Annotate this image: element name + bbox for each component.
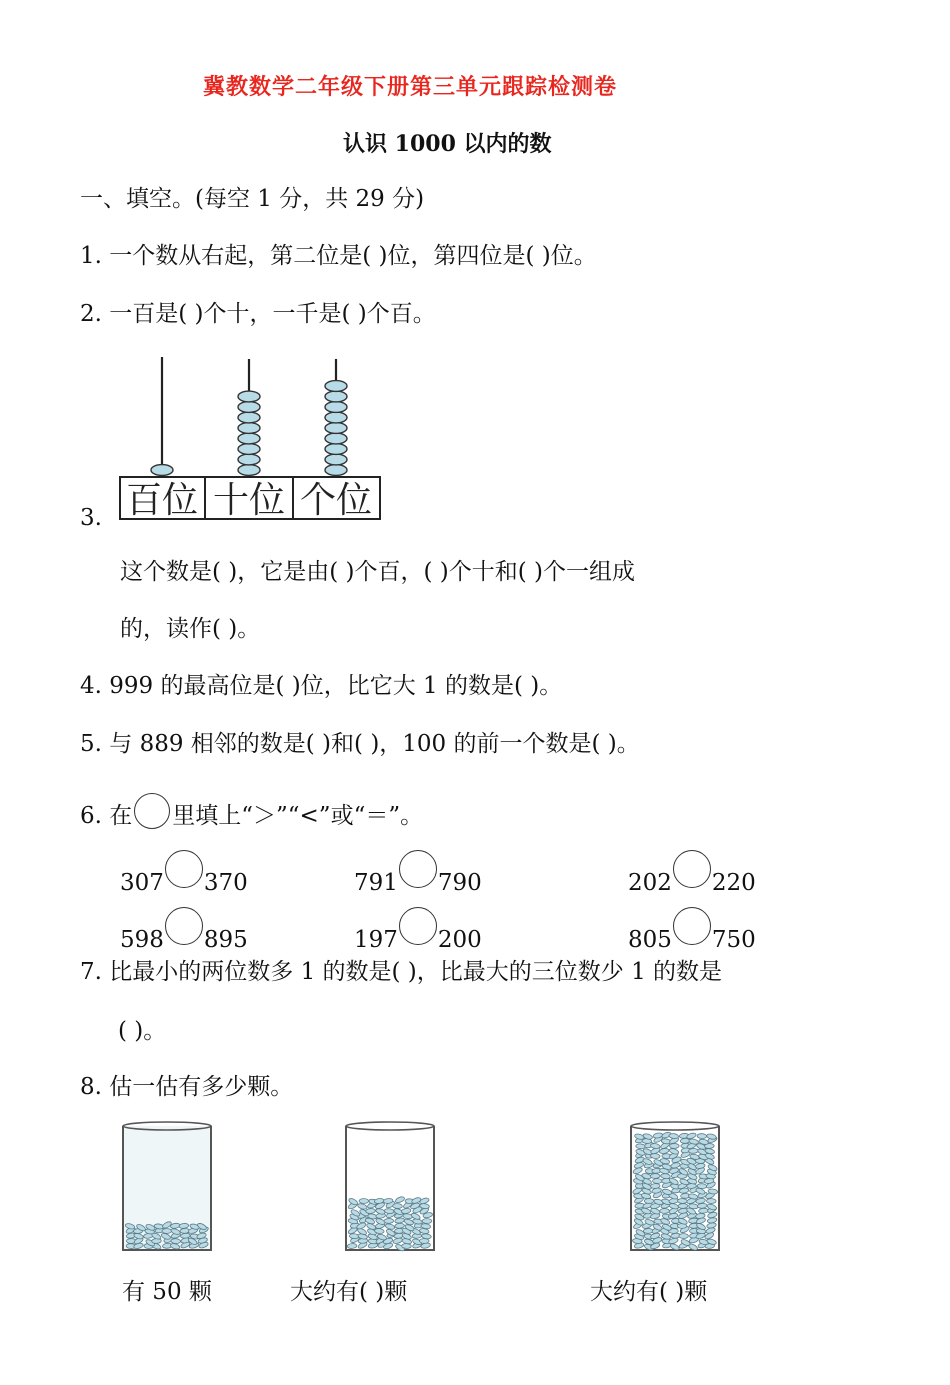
bean bbox=[697, 1183, 707, 1188]
bean bbox=[422, 1219, 432, 1224]
bean bbox=[402, 1244, 412, 1249]
compare-right: 220 bbox=[711, 870, 756, 896]
compare-item bbox=[628, 907, 756, 953]
abacus-label-ones: 个位 bbox=[299, 480, 373, 521]
abacus-bead bbox=[325, 391, 347, 402]
bean bbox=[171, 1238, 181, 1243]
compare-left: 598 bbox=[120, 927, 164, 953]
compare-left: 197 bbox=[354, 927, 398, 953]
jar-beans bbox=[347, 1196, 433, 1252]
abacus-bead bbox=[238, 433, 260, 444]
abacus-bead bbox=[325, 454, 347, 465]
abacus-bead bbox=[238, 444, 260, 455]
bean bbox=[643, 1228, 653, 1233]
bean bbox=[650, 1174, 660, 1179]
question-6 bbox=[80, 793, 423, 831]
bean bbox=[660, 1209, 670, 1214]
section-heading: 一、填空。(每空 1 分，共 29 分) bbox=[80, 186, 425, 212]
abacus-label-tens: 十位 bbox=[212, 480, 286, 521]
abacus-bead bbox=[238, 402, 260, 413]
beads-ones bbox=[325, 381, 347, 476]
bean bbox=[644, 1199, 654, 1204]
bean bbox=[636, 1144, 646, 1150]
jar-caption-3: 大约有( )颗 bbox=[590, 1279, 708, 1305]
question-5: 5. 与 889 相邻的数是( )和( )，100 的前一个数是( )。 bbox=[80, 731, 640, 757]
question-7-line1: 7. 比最小的两位数多 1 的数是( )，比最大的三位数少 1 的数是 bbox=[80, 959, 723, 985]
jar-estimate-1 bbox=[340, 1118, 440, 1258]
bean bbox=[359, 1199, 369, 1204]
abacus-bead bbox=[238, 391, 260, 402]
bean bbox=[347, 1243, 357, 1249]
jar-beans bbox=[125, 1221, 209, 1251]
compare-right: 370 bbox=[203, 870, 248, 896]
question-8: 8. 估一估有多少颗。 bbox=[80, 1074, 294, 1100]
abacus-bead bbox=[325, 444, 347, 455]
abacus-bead bbox=[325, 423, 347, 434]
compare-item bbox=[120, 907, 248, 953]
bean bbox=[698, 1208, 708, 1214]
abacus-bead bbox=[238, 423, 260, 434]
jar-caption-1: 有 50 颗 bbox=[122, 1279, 212, 1305]
compare-left: 805 bbox=[628, 927, 672, 953]
compare-right: 790 bbox=[437, 870, 482, 896]
abacus-label-hundreds: 百位 bbox=[125, 480, 199, 521]
question-6-prefix: 6. 在 bbox=[80, 803, 133, 829]
bean bbox=[677, 1199, 687, 1204]
answer-circle[interactable] bbox=[399, 850, 437, 888]
answer-circle-example bbox=[134, 793, 170, 829]
question-3-line1: 这个数是( )，它是由( )个百，( )个十和( )个一组成 bbox=[120, 559, 636, 585]
bean bbox=[679, 1234, 689, 1239]
jar-caption-2: 大约有( )颗 bbox=[290, 1279, 408, 1305]
compare-right: 750 bbox=[711, 927, 756, 953]
question-3-number: 3. bbox=[80, 505, 102, 531]
answer-circle[interactable] bbox=[165, 907, 203, 945]
question-3-line2: 的，读作( )。 bbox=[120, 616, 261, 642]
bean bbox=[384, 1208, 394, 1214]
compare-item bbox=[120, 850, 248, 896]
abacus-bead bbox=[325, 465, 347, 476]
answer-circle[interactable] bbox=[673, 907, 711, 945]
abacus-bead bbox=[238, 465, 260, 476]
jar-beans bbox=[632, 1131, 718, 1251]
abacus-bead bbox=[238, 412, 260, 423]
abacus-bead bbox=[151, 465, 173, 476]
beads-tens bbox=[238, 391, 260, 475]
abacus-bead bbox=[325, 381, 347, 392]
compare-right: 200 bbox=[437, 927, 482, 953]
question-1: 1. 一个数从右起，第二位是( )位，第四位是( )位。 bbox=[80, 243, 597, 269]
bean bbox=[395, 1223, 405, 1229]
answer-circle[interactable] bbox=[399, 907, 437, 945]
page-subtitle: 认识 1000 以内的数 bbox=[343, 131, 552, 157]
jar-50-beans bbox=[117, 1118, 217, 1258]
compare-left: 307 bbox=[120, 870, 164, 896]
question-4: 4. 999 的最高位是( )位，比它大 1 的数是( )。 bbox=[80, 673, 563, 699]
compare-right: 895 bbox=[203, 927, 248, 953]
bean bbox=[653, 1179, 663, 1184]
abacus-bead bbox=[238, 454, 260, 465]
question-6-suffix: 里填上“＞”“<”或“＝”。 bbox=[172, 803, 424, 829]
bean bbox=[678, 1203, 688, 1208]
bean bbox=[393, 1203, 403, 1208]
compare-item bbox=[354, 907, 482, 953]
jar-estimate-2 bbox=[625, 1118, 725, 1258]
bean bbox=[697, 1133, 707, 1138]
compare-item bbox=[354, 850, 482, 896]
bean bbox=[706, 1199, 716, 1204]
compare-left: 202 bbox=[628, 870, 672, 896]
question-7-line2: ( )。 bbox=[118, 1018, 167, 1044]
bean bbox=[384, 1218, 394, 1223]
compare-item bbox=[628, 850, 756, 896]
abacus-bead bbox=[325, 402, 347, 413]
abacus-bead bbox=[325, 412, 347, 423]
abacus-bead bbox=[325, 433, 347, 444]
beads-hundreds bbox=[151, 465, 173, 476]
compare-left: 791 bbox=[354, 870, 398, 896]
bean bbox=[162, 1229, 172, 1234]
answer-circle[interactable] bbox=[165, 850, 203, 888]
question-2: 2. 一百是( )个十，一千是( )个百。 bbox=[80, 301, 436, 327]
bean bbox=[419, 1239, 429, 1244]
bean bbox=[650, 1183, 660, 1188]
bean bbox=[680, 1138, 690, 1143]
bean bbox=[670, 1144, 680, 1149]
bean bbox=[366, 1208, 376, 1213]
page-title: 冀教数学二年级下册第三单元跟踪检测卷 bbox=[203, 74, 618, 100]
answer-circle[interactable] bbox=[673, 850, 711, 888]
abacus-figure bbox=[115, 355, 385, 525]
